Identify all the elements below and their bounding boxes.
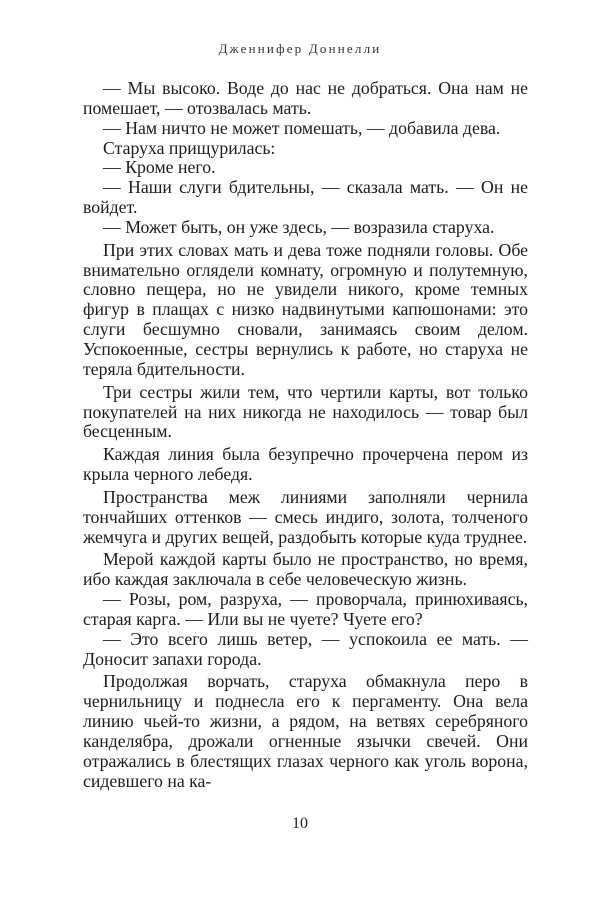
- paragraph: Пространства меж линиями заполняли чернила тончайших оттенков — смесь индиго, золота, толченого жемчуга и других вещей, раздобыть которые куда труднее.: [83, 486, 528, 547]
- paragraph: — Это всего лишь ветер, — успокоила ее мать. — Доносит запахи города.: [83, 628, 528, 669]
- running-header: Дженнифер Доннелли: [218, 41, 382, 56]
- body-text: [83, 79, 528, 792]
- page-number: 10: [292, 815, 308, 832]
- paragraph: — Нам ничто не может помешать, — добавила дева.: [103, 117, 501, 138]
- paragraph: — Мы высоко. Воде до нас не добраться. Она нам не помешает, — отозвалась мать.: [83, 78, 528, 118]
- paragraph: — Наши слуги бдительны, — сказала мать. — Он не войдет.: [83, 177, 528, 218]
- paragraph: — Может быть, он уже здесь, — возразила старуха.: [103, 216, 495, 237]
- paragraph: Старуха прищурилась:: [103, 137, 276, 158]
- paragraph: Продолжая ворчать, старуха обмакнула перо в чернильницу и поднесла его к пергаменту. Она вела линию чьей-то жизни, а рядом, на ветвях серебряного канделябра, дрожали огненные язычки свечей. Они отражались в блестящих глазах черного как уголь ворона, сидевшего на ка-: [83, 671, 528, 791]
- paragraph: Мерой каждой карты было не пространство, но время, ибо каждая заключала в себе человеческую жизнь.: [83, 549, 528, 590]
- paragraph: — Кроме него.: [103, 157, 216, 178]
- paragraph: Три сестры жили тем, что чертили карты, вот только покупателей на них никогда не находилось — товар был бесценным.: [83, 381, 528, 442]
- paragraph: При этих словах мать и дева тоже подняли головы. Обе внимательно оглядели комнату, огромную и полутемную, словно пещера, но не увидели никого, кроме темных фигур в плащах с низко надвинутыми капюшонами: это слуги бесшумно сновали, занимаясь своим делом. Успокоенные, сестры вернулись к работе, но старуха не теряла бдительности.: [83, 239, 528, 379]
- paragraph: — Розы, ром, разруха, — проворчала, принюхиваясь, старая карга. — Или вы не чуете? Чуете его?: [83, 589, 528, 629]
- paragraph: Каждая линия была безупречно прочерчена пером из крыла черного лебедя.: [83, 444, 528, 485]
